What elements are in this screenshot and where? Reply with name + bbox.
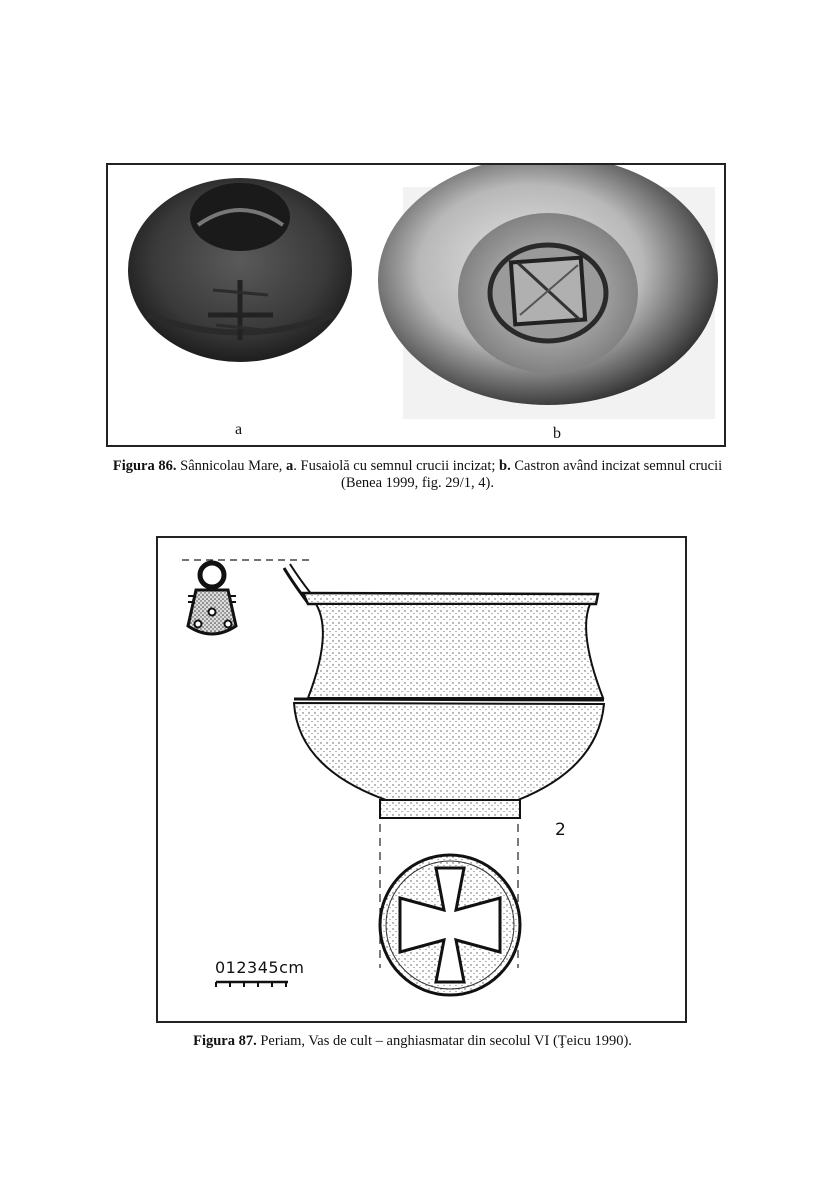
figure-86-number: Figura 86. [112, 458, 177, 474]
vessel-drawing [294, 593, 604, 818]
figure-86-site: Sânnicolau Mare, [176, 458, 287, 474]
photo-label-b: b [553, 425, 561, 442]
spindle-whorl-photo [128, 178, 352, 362]
drawing-number: 2 [555, 820, 566, 840]
figure-87-text: Periam, Vas de cult – anghiasmatar din secolul VI (Ţeicu 1990). [256, 1033, 632, 1049]
scale-label: 012345cm [215, 958, 305, 977]
figure-86-key-b: b. [499, 458, 511, 474]
photo-label-a: a [235, 421, 243, 438]
figure-86-caption [110, 458, 725, 492]
scale-bar [216, 982, 288, 987]
cross-base-drawing [380, 855, 520, 995]
figure-86-text-b: Castron având incizat semnul crucii (Benea 1999, fig. 29/1, 4). [340, 458, 723, 491]
figure-86-photo-panel [106, 163, 726, 447]
figure-86-key-a: a [286, 458, 294, 474]
figure-87-drawing-panel [156, 536, 687, 1023]
figure-87-number: Figura 87. [193, 1033, 257, 1049]
figure-86-photos [108, 165, 724, 445]
figure-86-text-a: . Fusaiolă cu semnul crucii incizat; [293, 458, 500, 474]
figure-87-caption [100, 1033, 725, 1050]
figure-87-drawing [158, 538, 685, 1021]
bowl-base-photo [378, 165, 718, 419]
